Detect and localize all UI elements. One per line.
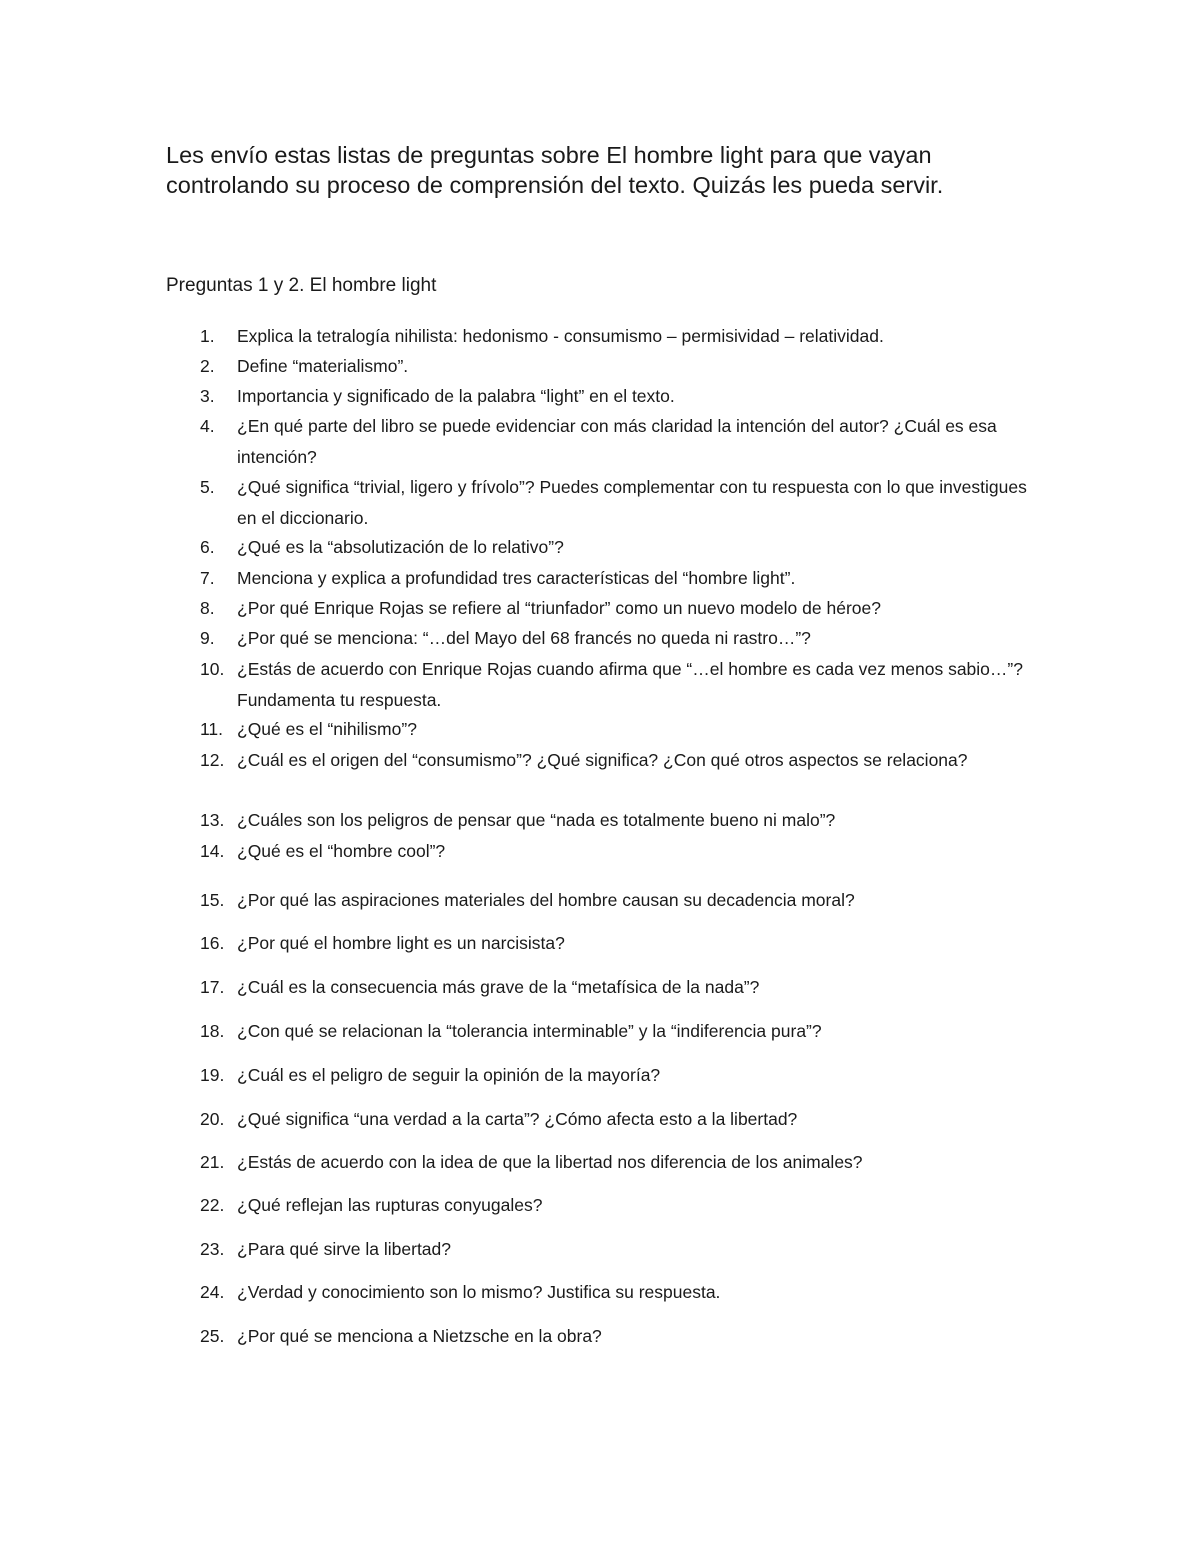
- question-item: [200, 472, 1040, 533]
- question-number: 23.: [200, 1239, 225, 1259]
- question-number: 1.: [200, 326, 215, 346]
- question-item: [200, 351, 1040, 382]
- question-number: 14.: [200, 841, 225, 861]
- question-number: 20.: [200, 1109, 225, 1129]
- question-number: 8.: [200, 598, 215, 618]
- question-text: ¿Para qué sirve la libertad?: [237, 1239, 451, 1259]
- question-text: ¿Estás de acuerdo con Enrique Rojas cuando afirma que “…el hombre es cada vez menos sabio…”? Fundamenta tu respuesta.: [237, 659, 1023, 710]
- question-item: [200, 532, 1040, 563]
- question-item: [200, 714, 1040, 745]
- question-item: [200, 593, 1040, 624]
- question-item: [200, 1104, 1040, 1135]
- question-number: 17.: [200, 977, 225, 997]
- question-item: [200, 928, 1040, 959]
- question-item: [200, 885, 1040, 916]
- question-item: [200, 321, 1040, 352]
- question-number: 13.: [200, 810, 225, 830]
- question-text: ¿Qué significa “una verdad a la carta”? ¿Cómo afecta esto a la libertad?: [237, 1109, 798, 1129]
- question-number: 24.: [200, 1282, 225, 1302]
- question-number: 5.: [200, 477, 215, 497]
- question-number: 2.: [200, 356, 215, 376]
- question-item: [200, 836, 1040, 867]
- question-item: [200, 1060, 1040, 1091]
- question-text: ¿Cuál es la consecuencia más grave de la “metafísica de la nada”?: [237, 977, 760, 997]
- question-text: ¿Qué es el “nihilismo”?: [237, 719, 417, 739]
- question-item: [200, 805, 1040, 836]
- question-number: 7.: [200, 568, 215, 588]
- question-item: [200, 1016, 1040, 1047]
- question-item: [200, 972, 1040, 1003]
- question-item: [200, 381, 1040, 412]
- question-number: 16.: [200, 933, 225, 953]
- question-text: Explica la tetralogía nihilista: hedonismo - consumismo – permisividad – relatividad.: [237, 326, 884, 346]
- question-item: [200, 745, 1040, 776]
- intro-paragraph: Les envío estas listas de preguntas sobre El hombre light para que vayan controlando su proceso de comprensión del texto. Quizás les pueda servir.: [166, 142, 944, 198]
- question-text: ¿Por qué el hombre light es un narcisista?: [237, 933, 565, 953]
- question-text: ¿Con qué se relacionan la “tolerancia interminable” y la “indiferencia pura”?: [237, 1021, 822, 1041]
- question-number: 6.: [200, 537, 215, 557]
- question-text: ¿Por qué las aspiraciones materiales del hombre causan su decadencia moral?: [237, 890, 855, 910]
- question-text: ¿Verdad y conocimiento son lo mismo? Justifica su respuesta.: [237, 1282, 721, 1302]
- question-text: ¿Por qué se menciona: “…del Mayo del 68 francés no queda ni rastro…”?: [237, 628, 811, 648]
- question-item: [200, 1277, 1040, 1308]
- question-text: ¿Qué es la “absolutización de lo relativo”?: [237, 537, 564, 557]
- question-number: 19.: [200, 1065, 225, 1085]
- question-text: ¿Qué significa “trivial, ligero y frívolo”? Puedes complementar con tu respuesta con lo que investigues en el diccionario.: [237, 477, 1027, 528]
- question-item: [200, 563, 1040, 594]
- question-item: [200, 1234, 1040, 1265]
- question-number: 15.: [200, 890, 225, 910]
- question-item: [200, 411, 1040, 472]
- question-text: Define “materialismo”.: [237, 356, 409, 376]
- question-text: Importancia y significado de la palabra “light” en el texto.: [237, 386, 675, 406]
- question-number: 12.: [200, 750, 225, 770]
- question-text: ¿Por qué Enrique Rojas se refiere al “triunfador” como un nuevo modelo de héroe?: [237, 598, 881, 618]
- question-text: ¿Por qué se menciona a Nietzsche en la obra?: [237, 1326, 602, 1346]
- question-number: 22.: [200, 1195, 225, 1215]
- question-text: ¿Cuál es el peligro de seguir la opinión de la mayoría?: [237, 1065, 661, 1085]
- question-number: 25.: [200, 1326, 225, 1346]
- question-item: [200, 623, 1040, 654]
- question-item: [200, 1321, 1040, 1352]
- question-item: [200, 1190, 1040, 1221]
- question-number: 21.: [200, 1152, 225, 1172]
- question-text: ¿Cuál es el origen del “consumismo”? ¿Qué significa? ¿Con qué otros aspectos se relaciona?: [237, 750, 968, 770]
- question-number: 11.: [200, 719, 224, 739]
- question-item: [200, 1147, 1040, 1178]
- question-text: ¿En qué parte del libro se puede evidenciar con más claridad la intención del autor? ¿Cuál es esa intención?: [237, 416, 997, 467]
- question-number: 9.: [200, 628, 215, 648]
- question-text: ¿Cuáles son los peligros de pensar que “nada es totalmente bueno ni malo”?: [237, 810, 836, 830]
- question-number: 4.: [200, 416, 215, 436]
- question-number: 3.: [200, 386, 215, 406]
- section-title: Preguntas 1 y 2. El hombre light: [166, 275, 437, 296]
- question-number: 18.: [200, 1021, 225, 1041]
- question-text: ¿Qué reflejan las rupturas conyugales?: [237, 1195, 543, 1215]
- question-item: [200, 654, 1040, 715]
- question-number: 10.: [200, 659, 225, 679]
- question-text: Menciona y explica a profundidad tres características del “hombre light”.: [237, 568, 796, 588]
- question-text: ¿Estás de acuerdo con la idea de que la libertad nos diferencia de los animales?: [237, 1152, 863, 1172]
- question-text: ¿Qué es el “hombre cool”?: [237, 841, 446, 861]
